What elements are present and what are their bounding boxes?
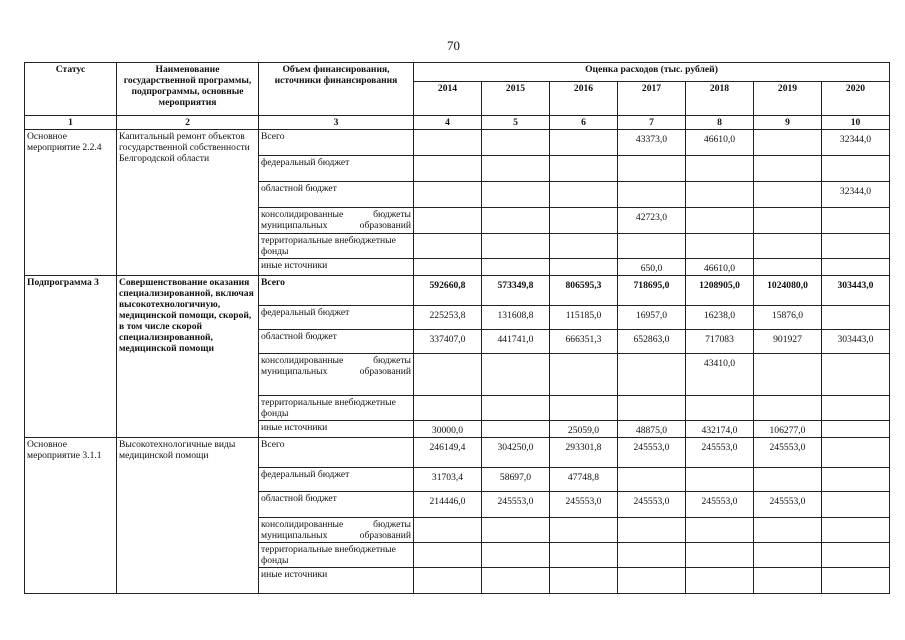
year-header: 2016 <box>550 82 618 116</box>
status-cell: Подпрограмма 3 <box>25 276 117 438</box>
table-row <box>25 276 890 306</box>
amount-cell: 304250,0 <box>482 438 550 468</box>
funding-source-cell: областной бюджет <box>259 492 414 518</box>
funding-source-cell: Всего <box>259 438 414 468</box>
amount-cell <box>754 518 822 543</box>
amount-cell: 30000,0 <box>414 421 482 438</box>
amount-cell <box>618 234 686 259</box>
amount-cell <box>686 568 754 594</box>
amount-cell <box>482 156 550 182</box>
amount-cell: 245553,0 <box>754 492 822 518</box>
amount-cell: 43410,0 <box>686 354 754 396</box>
amount-cell <box>822 568 890 594</box>
amount-cell: 1024080,0 <box>754 276 822 306</box>
funding-source-cell: федеральный бюджет <box>259 156 414 182</box>
amount-cell: 48875,0 <box>618 421 686 438</box>
amount-cell <box>550 259 618 276</box>
amount-cell <box>550 156 618 182</box>
amount-cell <box>550 234 618 259</box>
amount-cell: 32344,0 <box>822 130 890 156</box>
amount-cell <box>754 568 822 594</box>
amount-cell: 214446,0 <box>414 492 482 518</box>
amount-cell <box>754 396 822 421</box>
amount-cell: 245553,0 <box>686 492 754 518</box>
amount-cell: 32344,0 <box>822 182 890 208</box>
page-number: 70 <box>447 38 460 53</box>
column-number: 5 <box>482 116 550 130</box>
amount-cell <box>550 130 618 156</box>
column-number: 6 <box>550 116 618 130</box>
amount-cell <box>822 234 890 259</box>
program-name-cell: Высокотехнологичные виды медицинской помощи <box>117 438 259 594</box>
column-number: 9 <box>754 116 822 130</box>
amount-cell: 58697,0 <box>482 468 550 492</box>
amount-cell <box>482 543 550 568</box>
funding-source-cell: территориальные внебюджетные фонды <box>259 396 414 421</box>
year-header: 2018 <box>686 82 754 116</box>
amount-cell <box>414 396 482 421</box>
amount-cell <box>754 468 822 492</box>
amount-cell: 245553,0 <box>618 438 686 468</box>
amount-cell <box>550 568 618 594</box>
status-cell: Основное мероприятие 2.2.4 <box>25 130 117 276</box>
amount-cell <box>550 396 618 421</box>
funding-source-cell: иные источники <box>259 259 414 276</box>
amount-cell: 46610,0 <box>686 130 754 156</box>
amount-cell <box>482 130 550 156</box>
amount-cell <box>618 182 686 208</box>
amount-cell <box>822 421 890 438</box>
amount-cell <box>686 396 754 421</box>
funding-source-cell: Всего <box>259 276 414 306</box>
amount-cell: 592660,8 <box>414 276 482 306</box>
amount-cell: 573349,8 <box>482 276 550 306</box>
column-number: 8 <box>686 116 754 130</box>
amount-cell: 806595,3 <box>550 276 618 306</box>
amount-cell: 441741,0 <box>482 330 550 354</box>
amount-cell: 717083 <box>686 330 754 354</box>
amount-cell <box>822 518 890 543</box>
amount-cell <box>686 543 754 568</box>
amount-cell <box>550 182 618 208</box>
amount-cell <box>686 182 754 208</box>
amount-cell <box>686 208 754 234</box>
amount-cell <box>414 518 482 543</box>
amount-cell <box>414 543 482 568</box>
amount-cell <box>618 156 686 182</box>
status-header: Статус <box>25 63 117 116</box>
table-row <box>25 438 890 468</box>
year-header: 2020 <box>822 82 890 116</box>
amount-cell: 16238,0 <box>686 306 754 330</box>
amount-cell <box>550 208 618 234</box>
funding-source-cell: территориальные внебюджетные фонды <box>259 543 414 568</box>
amount-cell <box>754 182 822 208</box>
amount-cell: 16957,0 <box>618 306 686 330</box>
amount-cell <box>414 259 482 276</box>
amount-cell: 666351,3 <box>550 330 618 354</box>
amount-cell <box>618 468 686 492</box>
funding-source-cell: федеральный бюджет <box>259 306 414 330</box>
amount-cell <box>482 568 550 594</box>
amount-cell <box>754 234 822 259</box>
amount-cell: 245553,0 <box>550 492 618 518</box>
funding-source-cell: иные источники <box>259 568 414 594</box>
funding-source-cell: консолидированные бюджеты муниципальных образований <box>259 208 414 234</box>
amount-cell <box>618 568 686 594</box>
year-header: 2014 <box>414 82 482 116</box>
column-number: 4 <box>414 116 482 130</box>
amount-cell <box>686 156 754 182</box>
funding-source-cell: областной бюджет <box>259 182 414 208</box>
amount-cell: 652863,0 <box>618 330 686 354</box>
column-number-row <box>25 116 890 130</box>
funding-source-cell: иные источники <box>259 421 414 438</box>
amount-cell <box>822 492 890 518</box>
funding-source-cell: федеральный бюджет <box>259 468 414 492</box>
program-name-cell: Капитальный ремонт объектов государственной собственности Белгородской области <box>117 130 259 276</box>
amount-cell <box>754 156 822 182</box>
amount-cell <box>686 468 754 492</box>
amount-cell <box>754 543 822 568</box>
amount-cell: 718695,0 <box>618 276 686 306</box>
amount-cell <box>482 208 550 234</box>
column-number: 2 <box>117 116 259 130</box>
amount-cell <box>482 182 550 208</box>
amount-cell <box>754 354 822 396</box>
amount-cell <box>414 568 482 594</box>
amount-cell: 15876,0 <box>754 306 822 330</box>
amount-cell: 106277,0 <box>754 421 822 438</box>
amount-cell <box>822 543 890 568</box>
funding-source-cell: территориальные внебюджетные фонды <box>259 234 414 259</box>
amount-cell <box>482 234 550 259</box>
amount-cell <box>618 354 686 396</box>
amount-cell: 293301,8 <box>550 438 618 468</box>
amount-cell: 901927 <box>754 330 822 354</box>
source-header: Объем финансирования, источники финансирования <box>259 63 414 116</box>
amount-cell <box>686 518 754 543</box>
amount-cell <box>686 234 754 259</box>
amount-cell: 42723,0 <box>618 208 686 234</box>
amount-cell <box>822 438 890 468</box>
name-header: Наименование государственной программы, подпрограммы, основные мероприятия <box>117 63 259 116</box>
amount-cell <box>482 396 550 421</box>
amount-cell <box>482 354 550 396</box>
amount-cell: 131608,8 <box>482 306 550 330</box>
status-cell: Основное мероприятие 3.1.1 <box>25 438 117 594</box>
program-name-cell: Совершенствование оказания специализированной, включая высокотехнологичную, медицинской помощи, скорой, в том числе скорой специализированной, медицинской помощи <box>117 276 259 438</box>
amount-cell: 245553,0 <box>754 438 822 468</box>
amount-cell <box>822 306 890 330</box>
amount-cell: 46610,0 <box>686 259 754 276</box>
amount-cell <box>822 156 890 182</box>
amount-cell <box>550 543 618 568</box>
amount-cell <box>414 182 482 208</box>
amount-cell: 303443,0 <box>822 276 890 306</box>
amount-cell: 31703,4 <box>414 468 482 492</box>
amount-cell: 115185,0 <box>550 306 618 330</box>
amount-cell <box>482 259 550 276</box>
column-number: 1 <box>25 116 117 130</box>
amount-cell: 432174,0 <box>686 421 754 438</box>
amount-cell <box>550 354 618 396</box>
table-row <box>25 130 890 156</box>
table-body <box>25 63 890 594</box>
amount-cell: 225253,8 <box>414 306 482 330</box>
amount-cell <box>754 130 822 156</box>
amount-cell: 650,0 <box>618 259 686 276</box>
amount-cell <box>822 259 890 276</box>
year-header: 2015 <box>482 82 550 116</box>
amount-cell: 47748,8 <box>550 468 618 492</box>
amount-cell <box>822 468 890 492</box>
amount-cell: 245553,0 <box>618 492 686 518</box>
amount-cell <box>822 354 890 396</box>
funding-source-cell: консолидированные бюджеты муниципальных образований <box>259 354 414 396</box>
amount-cell <box>618 518 686 543</box>
header-row <box>25 63 890 82</box>
amount-cell <box>754 259 822 276</box>
funding-source-cell: областной бюджет <box>259 330 414 354</box>
amount-cell: 43373,0 <box>618 130 686 156</box>
amount-cell <box>754 208 822 234</box>
column-number: 10 <box>822 116 890 130</box>
estimate-header: Оценка расходов (тыс. рублей) <box>414 63 890 82</box>
amount-cell: 303443,0 <box>822 330 890 354</box>
amount-cell <box>822 396 890 421</box>
amount-cell <box>414 156 482 182</box>
budget-table <box>24 62 890 594</box>
amount-cell: 337407,0 <box>414 330 482 354</box>
year-header: 2017 <box>618 82 686 116</box>
amount-cell <box>550 518 618 543</box>
amount-cell: 25059,0 <box>550 421 618 438</box>
amount-cell <box>482 421 550 438</box>
amount-cell <box>618 543 686 568</box>
amount-cell <box>482 518 550 543</box>
column-number: 3 <box>259 116 414 130</box>
column-number: 7 <box>618 116 686 130</box>
amount-cell <box>414 130 482 156</box>
funding-source-cell: консолидированные бюджеты муниципальных образований <box>259 518 414 543</box>
amount-cell <box>618 396 686 421</box>
amount-cell <box>414 208 482 234</box>
funding-source-cell: Всего <box>259 130 414 156</box>
amount-cell: 246149,4 <box>414 438 482 468</box>
amount-cell <box>414 234 482 259</box>
amount-cell <box>414 354 482 396</box>
amount-cell: 1208905,0 <box>686 276 754 306</box>
amount-cell: 245553,0 <box>482 492 550 518</box>
amount-cell <box>822 208 890 234</box>
year-header: 2019 <box>754 82 822 116</box>
amount-cell: 245553,0 <box>686 438 754 468</box>
